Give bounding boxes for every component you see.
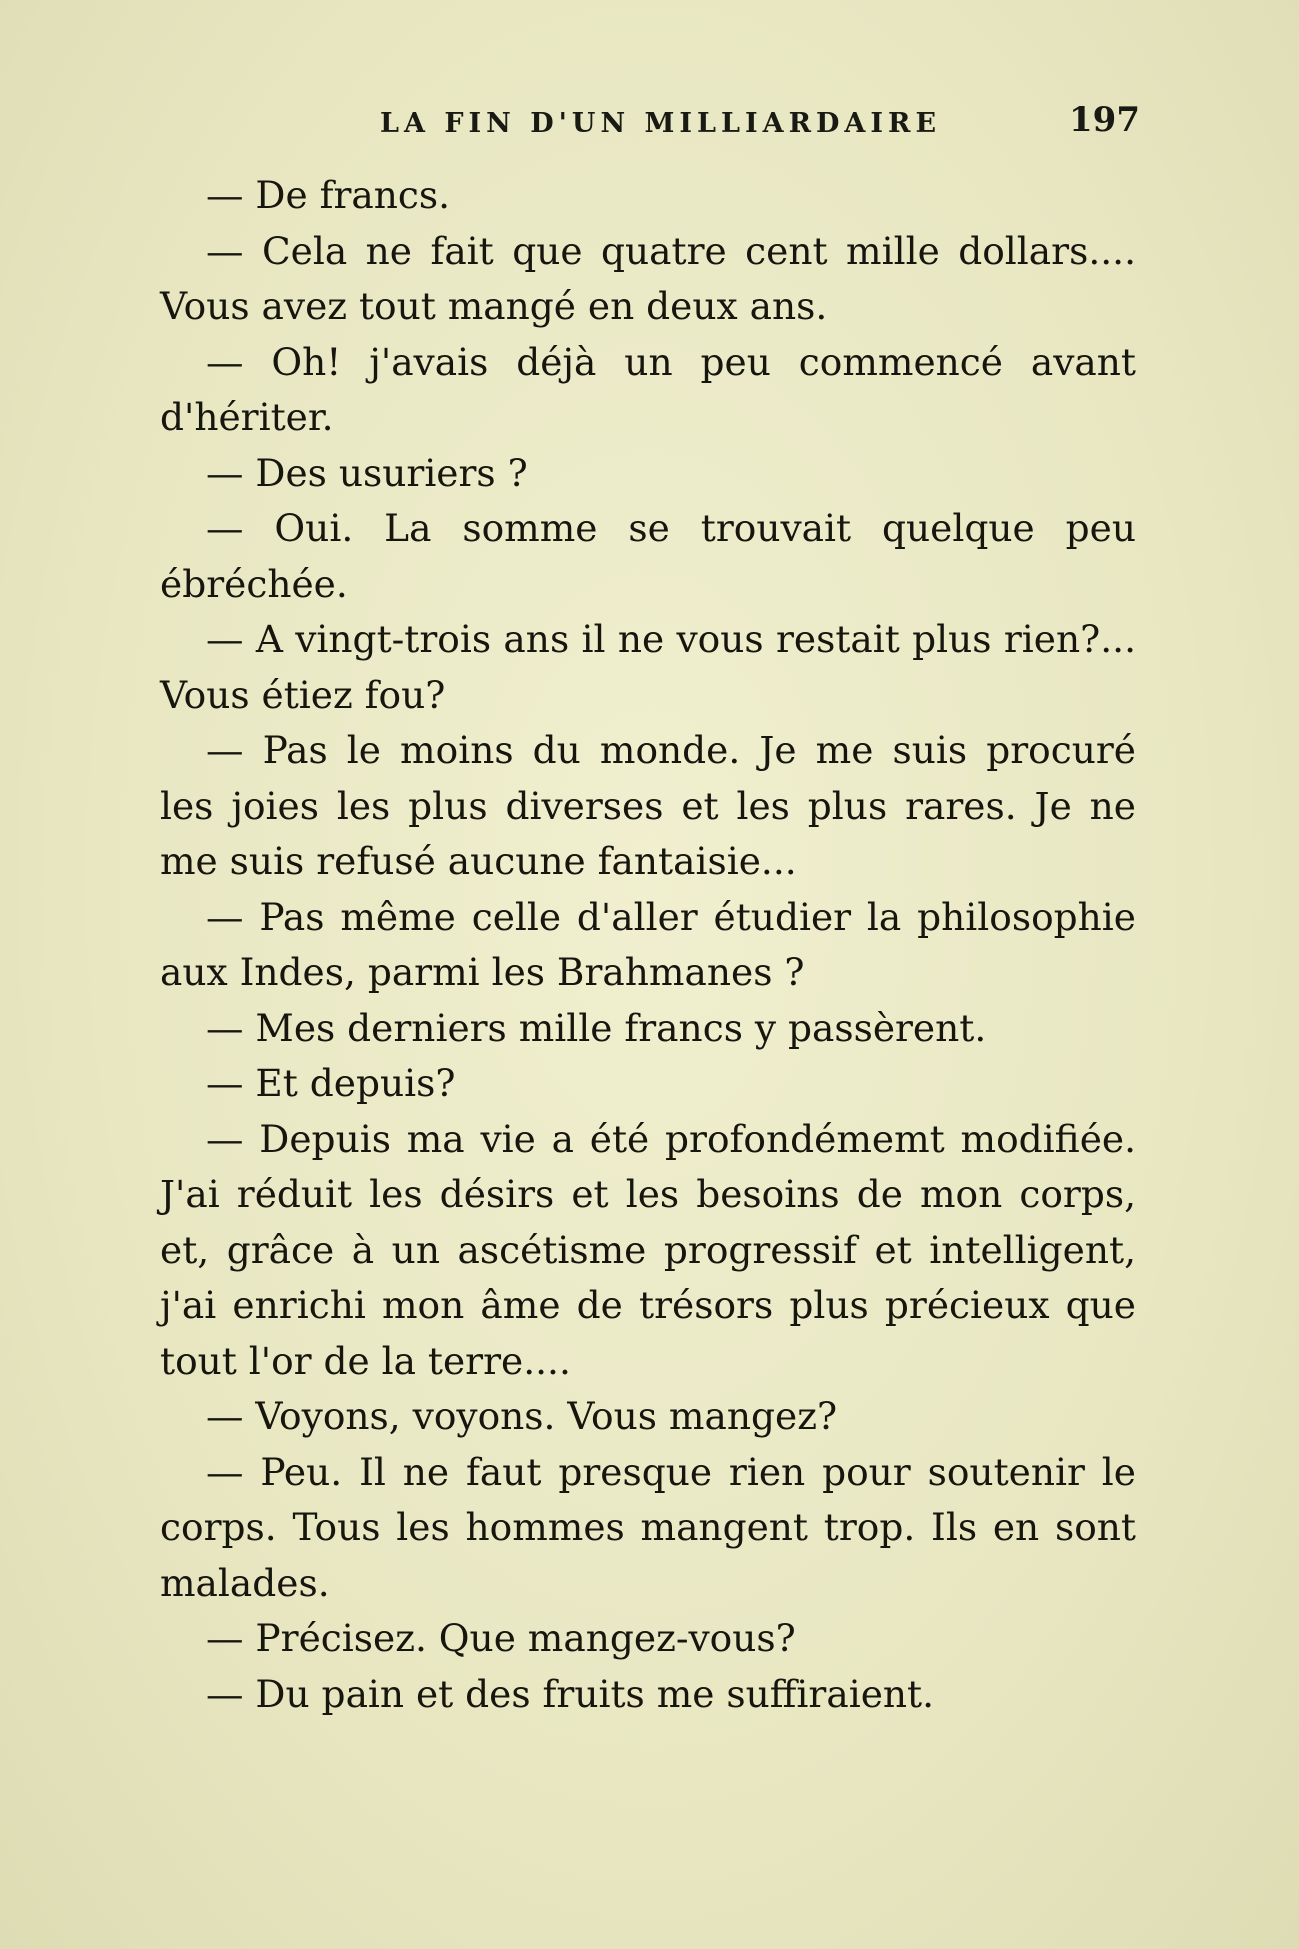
paragraph: — Voyons, voyons. Vous mangez? xyxy=(206,1394,838,1438)
page-number: 197 xyxy=(1069,100,1140,140)
paragraph: — Des usuriers ? xyxy=(206,450,528,495)
paragraph: — Peu. Il ne faut presque rien pour soutenir le corps. Tous les hommes mangent trop. Ils en sont malades. xyxy=(160,1449,1136,1605)
paragraph: — De francs. xyxy=(206,173,451,217)
paragraph: — Du pain et des fruits me suffiraient. xyxy=(206,1671,935,1716)
paragraph: — Pas le moins du monde. Je me suis procuré les joies les plus diverses et les plus rares. Je ne me suis refusé aucune fantaisie... xyxy=(160,728,1136,883)
running-title: LA FIN D'UN MILLIARDAIRE xyxy=(380,108,942,139)
paragraph: — Et depuis? xyxy=(206,1061,456,1105)
paragraph: — Pas même celle d'aller étudier la philosophie aux Indes, parmi les Brahmanes ? xyxy=(160,894,1136,994)
page-body xyxy=(160,168,1136,1722)
paragraph: — Cela ne fait que quatre cent mille dollars.... Vous avez tout mangé en deux ans. xyxy=(160,228,1136,328)
paragraph: — Précisez. Que mangez-vous? xyxy=(206,1616,796,1660)
paragraph: — Oui. La somme se trouvait quelque peu ébréchée. xyxy=(160,506,1136,606)
paragraph: — Depuis ma vie a été profondémemt modifiée. J'ai réduit les désirs et les besoins de mon corps, et, grâce à un ascétisme progressif et intelligent, j'ai enrichi mon âme de trésors plus précieux que tout l'or de la terre.... xyxy=(160,1116,1136,1383)
page-header xyxy=(160,100,1140,150)
paragraph: — Mes derniers mille francs y passèrent. xyxy=(206,1005,987,1050)
paragraph: — A vingt-trois ans il ne vous restait plus rien?... Vous étiez fou? xyxy=(160,617,1136,717)
paragraph: — Oh! j'avais déjà un peu commencé avant d'hériter. xyxy=(160,339,1136,439)
